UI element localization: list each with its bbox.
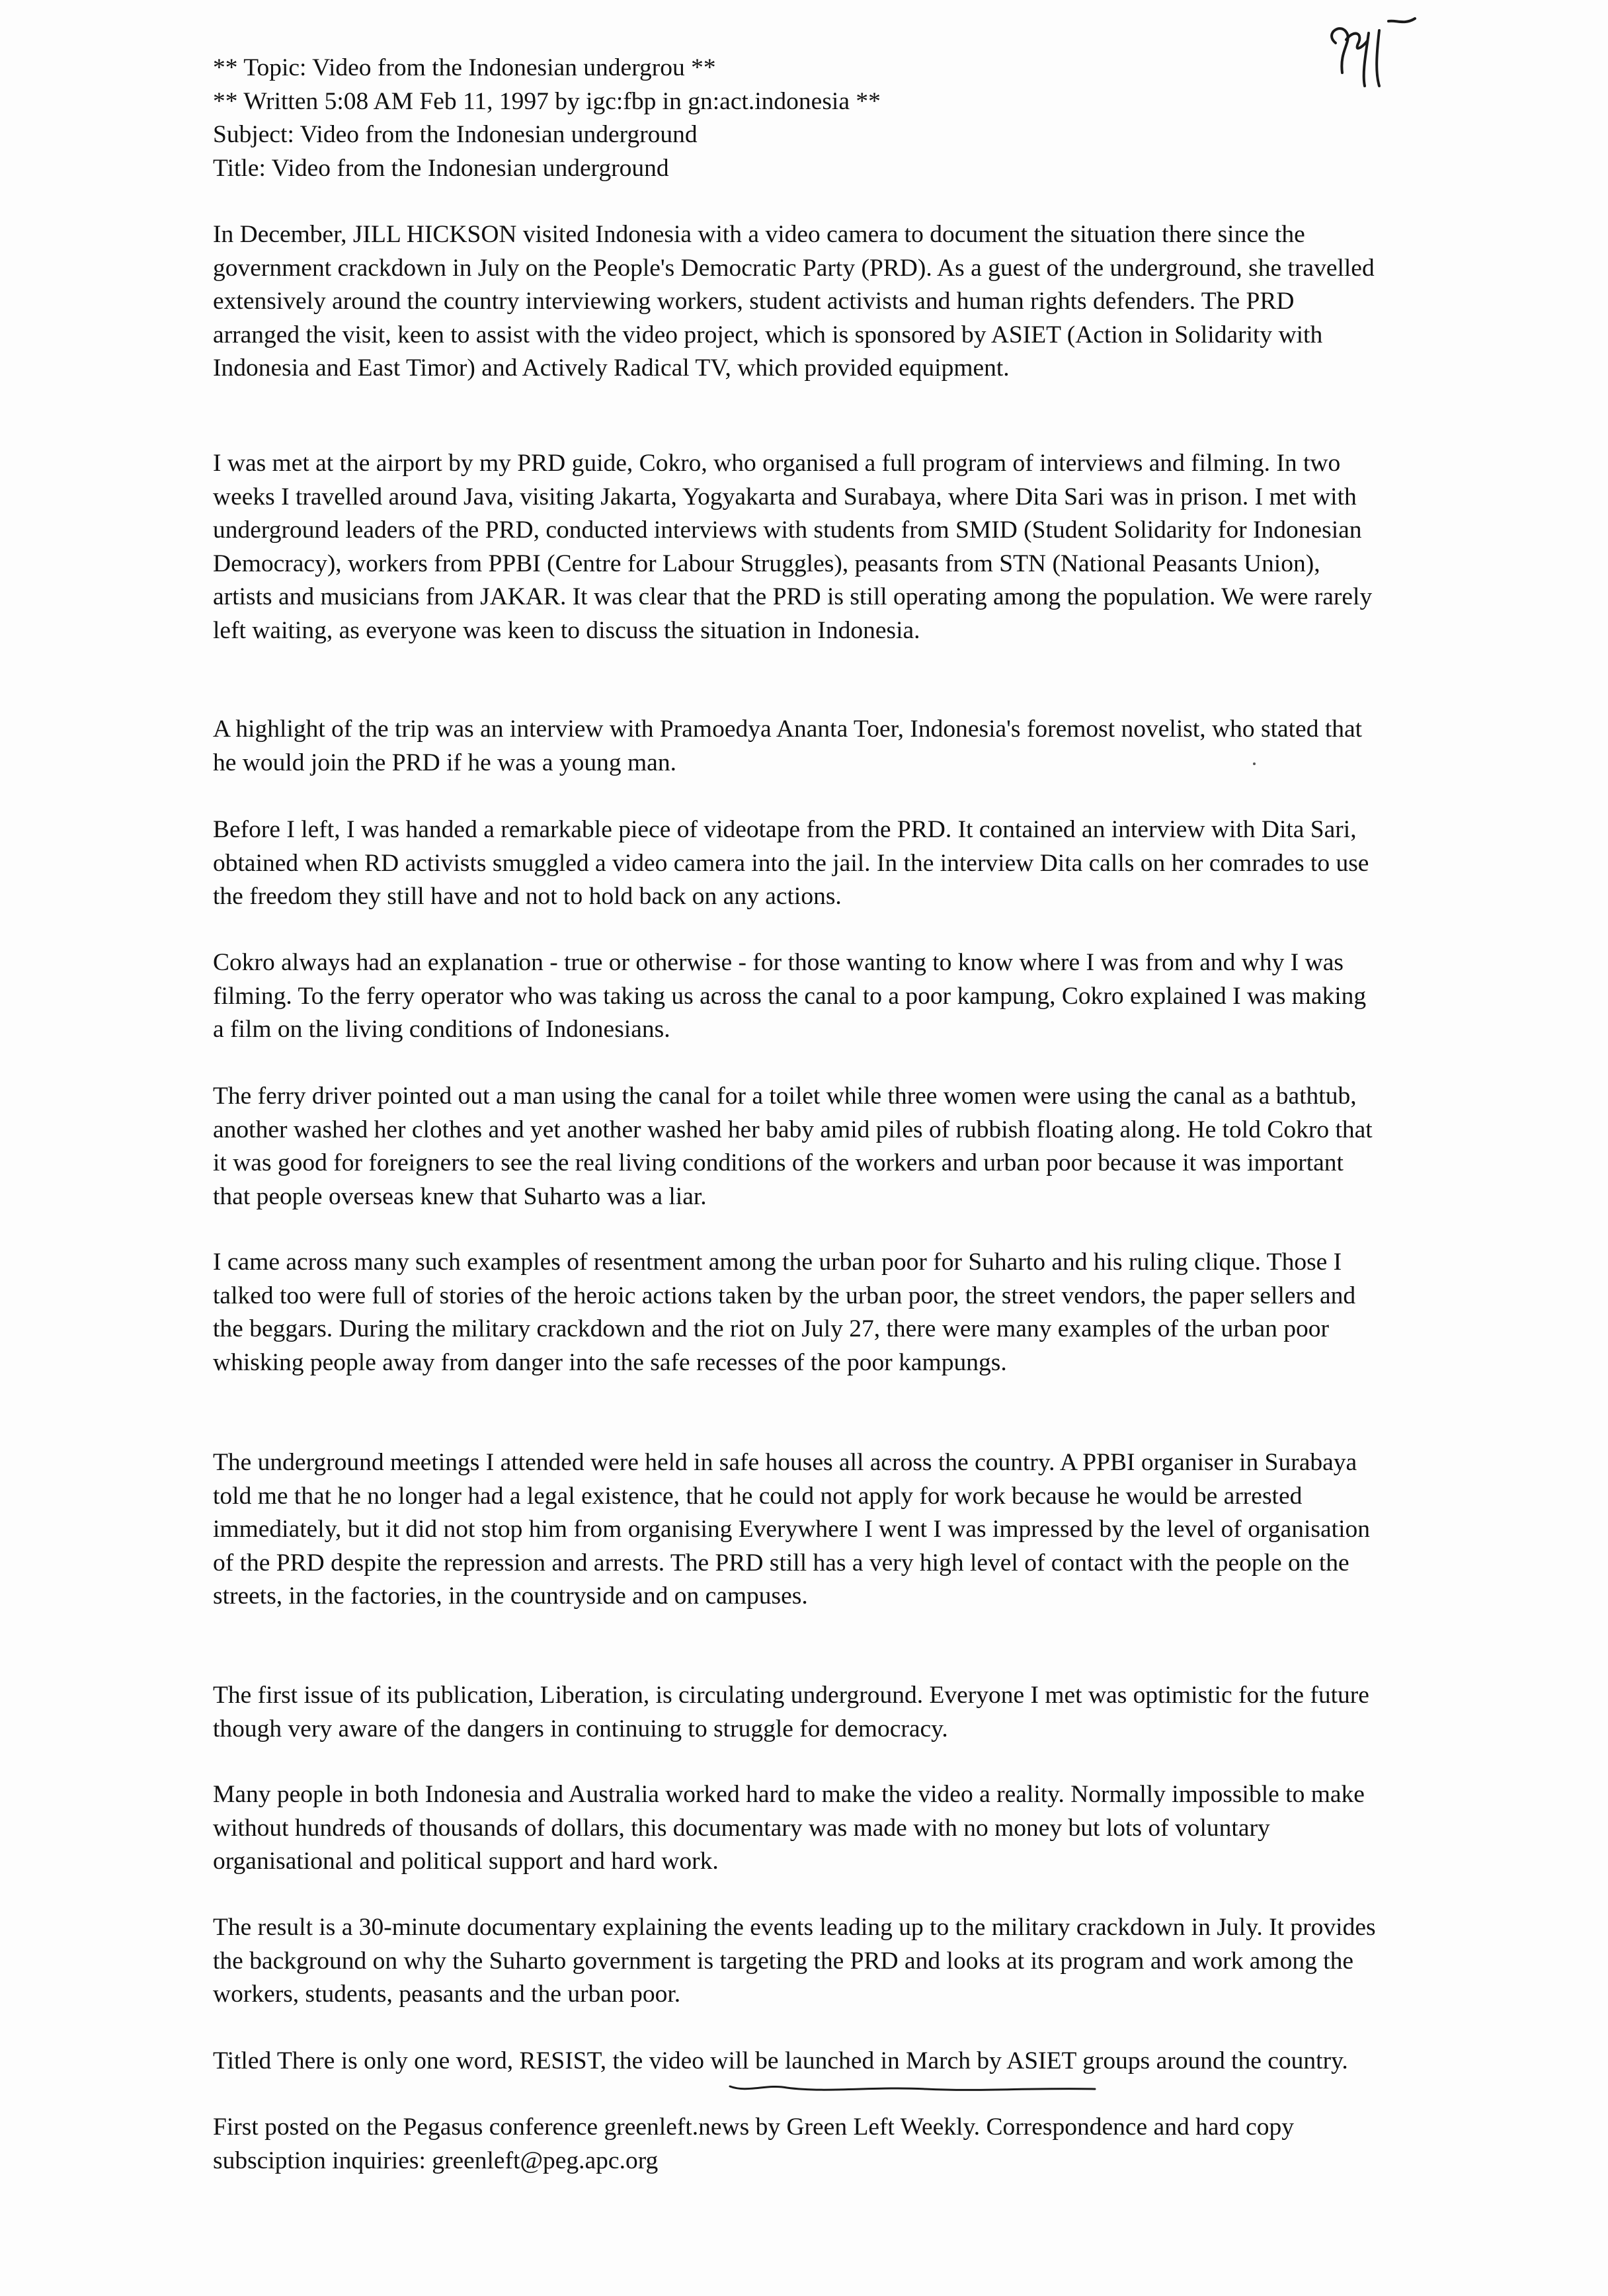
- paragraph: [213, 1778, 1377, 1879]
- paragraph: [213, 447, 1377, 647]
- paragraph: [213, 2111, 1377, 2178]
- paragraph: [213, 813, 1377, 914]
- paragraph: [213, 218, 1377, 386]
- paragraph-text: I was met at the airport by my PRD guide, Cokro, who organised a full program of interviews and filming. In two weeks I travelled around Java, visiting Jakarta, Yogyakarta and Surabaya, where Dita Sari was in prison. I met with underground leaders of the PRD, conducted interviews with students from SMID (Student Solidarity for Indonesian Democracy), workers from PPBI (Centre for Labour Struggles), peasants from STN (National Peasants Union), artists and musicians from JAKAR. It was clear that the PRD is still operating among the population. We were rarely left waiting, as everyone was keen to discuss the situation in Indonesia.: [213, 450, 1373, 644]
- paragraph-text: The ferry driver pointed out a man using the canal for a toilet while three women were using the canal as a bathtub, another washed her clothes and yet another washed her baby amid piles of rubbish floating along. He told Cokro that it was good for foreigners to see the real living conditions of the workers and urban poor because it was important that people overseas knew that Suharto was a liar.: [213, 1083, 1373, 1210]
- paragraph-text: The first issue of its publication, Liberation, is circulating underground. Everyone I met was optimistic for the future though very aware of the dangers in continuing to struggle for democracy.: [213, 1682, 1369, 1742]
- paragraph-text: A highlight of the trip was an interview with Pramoedya Ananta Toer, Indonesia's foremost novelist, who stated that he would join the PRD if he was a young man.: [213, 716, 1363, 776]
- paragraph-text: Titled There is only one word, RESIST, the video will be launched in March by ASIET groups around the country.: [213, 2047, 1348, 2074]
- paragraph: [213, 946, 1377, 1047]
- paragraph: [213, 2045, 1377, 2078]
- paragraph-text: In December, JILL HICKSON visited Indonesia with a video camera to document the situation there since the government crackdown in July on the People's Democratic Party (PRD). As a guest of the underground, she travelled extensively around the country interviewing workers, student activists and human rights defenders. The PRD arranged the visit, keen to assist with the video project, which is sponsored by ASIET (Action in Solidarity with Indonesia and East Timor) and Actively Radical TV, which provided equipment.: [213, 221, 1375, 382]
- paragraph-text: Many people in both Indonesia and Australia worked hard to make the video a reality. Normally impossible to make without hundreds of thousands of dollars, this documentary was made with no money but lots of voluntary organisational and political support and hard work.: [213, 1781, 1365, 1875]
- paragraph-text: The underground meetings I attended were held in safe houses all across the country. A PPBI organiser in Surabaya told me that he no longer had a legal existence, that he could not apply for work because he would be arrested immediately, but it did not stop him from organising Everywhere I went I was impressed by the level of organisation of the PRD despite the repression and arrests. The PRD still has a very high level of contact with the people on the streets, in the factories, in the countryside and on campuses.: [213, 1449, 1370, 1610]
- paragraph-text: Cokro always had an explanation - true or otherwise - for those wanting to know where I was from and why I was filming. To the ferry operator who was taking us across the canal to a poor kampung, Cokro explained I was making a film on the living conditions of Indonesians.: [213, 949, 1367, 1043]
- paragraph: [213, 1911, 1377, 2012]
- paragraph: [213, 1446, 1377, 1614]
- header-title: Title: Video from the Indonesian underground: [213, 154, 669, 182]
- paragraph: [213, 1080, 1377, 1213]
- handwritten-underline: [727, 2080, 1098, 2100]
- header-written: ** Written 5:08 AM Feb 11, 1997 by igc:fbp in gn:act.indonesia **: [213, 87, 881, 115]
- paragraph-text: The result is a 30-minute documentary explaining the events leading up to the military crackdown in July. It provides the background on why the Suharto government is targeting the PRD and looks at its program and work among the workers, students, peasants and the urban poor.: [213, 1914, 1376, 2008]
- paragraph: [213, 1679, 1377, 1746]
- paragraph: [213, 1246, 1377, 1379]
- message-header: [213, 52, 1377, 185]
- header-topic: ** Topic: Video from the Indonesian undergrou **: [213, 54, 716, 81]
- paragraph: [213, 713, 1377, 780]
- paragraph-text: First posted on the Pegasus conference greenleft.news by Green Left Weekly. Correspondence and hard copy subsciption inquiries: greenleft@peg.apc.org: [213, 2113, 1294, 2174]
- paragraph-text: I came across many such examples of resentment among the urban poor for Suharto and his ruling clique. Those I talked too were full of stories of the heroic actions taken by the urban poor, the street vendors, the paper sellers and the beggars. During the military crackdown and the riot on July 27, there were many examples of the urban poor whisking people away from danger into the safe recesses of the poor kampungs.: [213, 1249, 1356, 1376]
- paragraph-text: Before I left, I was handed a remarkable piece of videotape from the PRD. It contained an interview with Dita Sari, obtained when RD activists smuggled a video camera into the jail. In the interview Dita calls on her comrades to use the freedom they still have and not to hold back on any actions.: [213, 816, 1369, 910]
- header-subject: Subject: Video from the Indonesian underground: [213, 121, 698, 148]
